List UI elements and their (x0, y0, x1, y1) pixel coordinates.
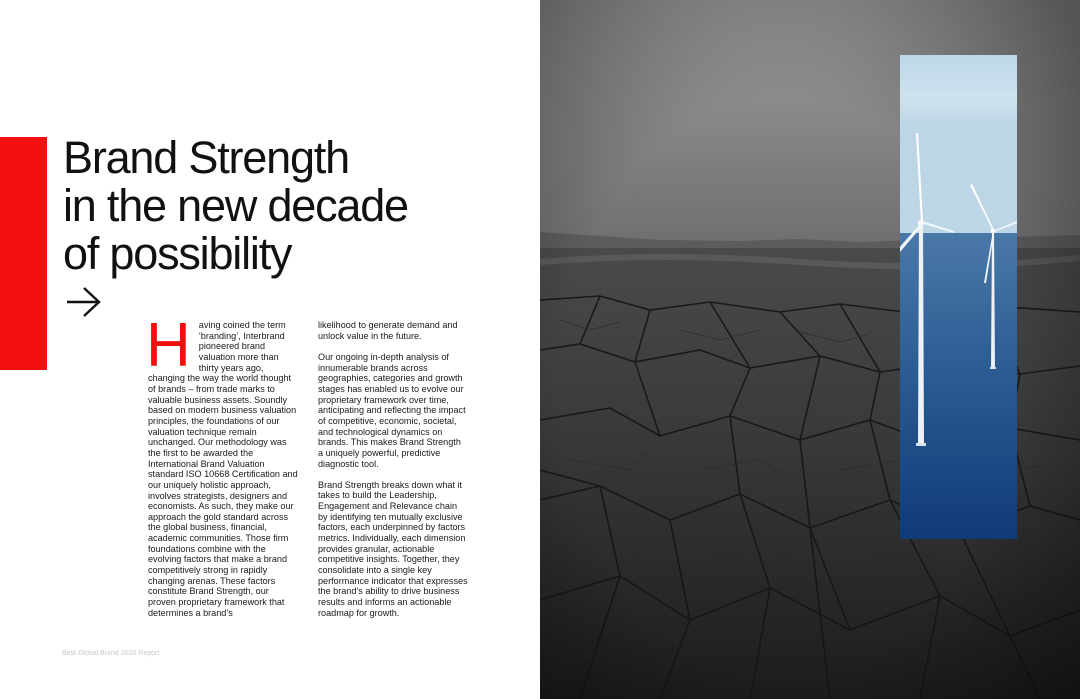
wind-turbine-photo (900, 55, 1017, 539)
body-paragraph-2: likelihood to generate demand and unlock value in the future. (318, 320, 458, 341)
body-paragraph-3: Our ongoing in-depth analysis of innumerable brands across geographies, categories and growth stages has enabled us to evolve our proprietary framework over time, anticipating and reflecting the impact of competitive, economic, societal, and technological dynamics on brands. This makes Brand Strength a uniquely powerful, predictive diagnostic tool. (318, 351, 466, 469)
body-paragraph-1: aving coined the term ‘branding’, Interbrand pioneered brand valuation more than thirty years ago, changing the way the world thought of brands – from trade marks to valuable business assets. Soundly based on modern business valuation principles, the foundations of our valuation technique remain unchanged. Our methodology was the first to be awarded the International Brand Valuation standard ISO 10668 Certification and our uniquely holistic approach, involves strategists, designers and economists. As such, they make our approach the gold standard across the global business, financial, academic communities. Those firm foundations combine with the evolving factors that make a brand competitively strong in rapidly changing arenas. These factors constitute Brand Strength, our proven proprietary framework that determines a brand’s (148, 320, 298, 618)
title-line-1: Brand Strength (63, 132, 349, 183)
title-line-3: of possibility (63, 228, 292, 279)
page-title (63, 134, 523, 278)
title-line-2: in the new decade (63, 180, 408, 231)
body-column-1 (146, 311, 298, 618)
footer-report-label: Best Global Brand 2020 Report (62, 650, 160, 657)
arrow-right-icon (66, 286, 102, 318)
dropcap: H (146, 311, 191, 380)
body-paragraph-4: Brand Strength breaks down what it takes to build the Leadership, Engagement and Relevance chain by identifying ten mutually exclusive factors, each underpinned by factors metrics. Individually, each dimension provides granular, actionable competitive insights. Together, they consolidate into a single key performance indicator that expresses the brand’s ability to drive business results and informs an actionable roadmap for growth. (318, 479, 468, 618)
body-column-2 (318, 320, 468, 629)
accent-red-bar (0, 137, 47, 370)
